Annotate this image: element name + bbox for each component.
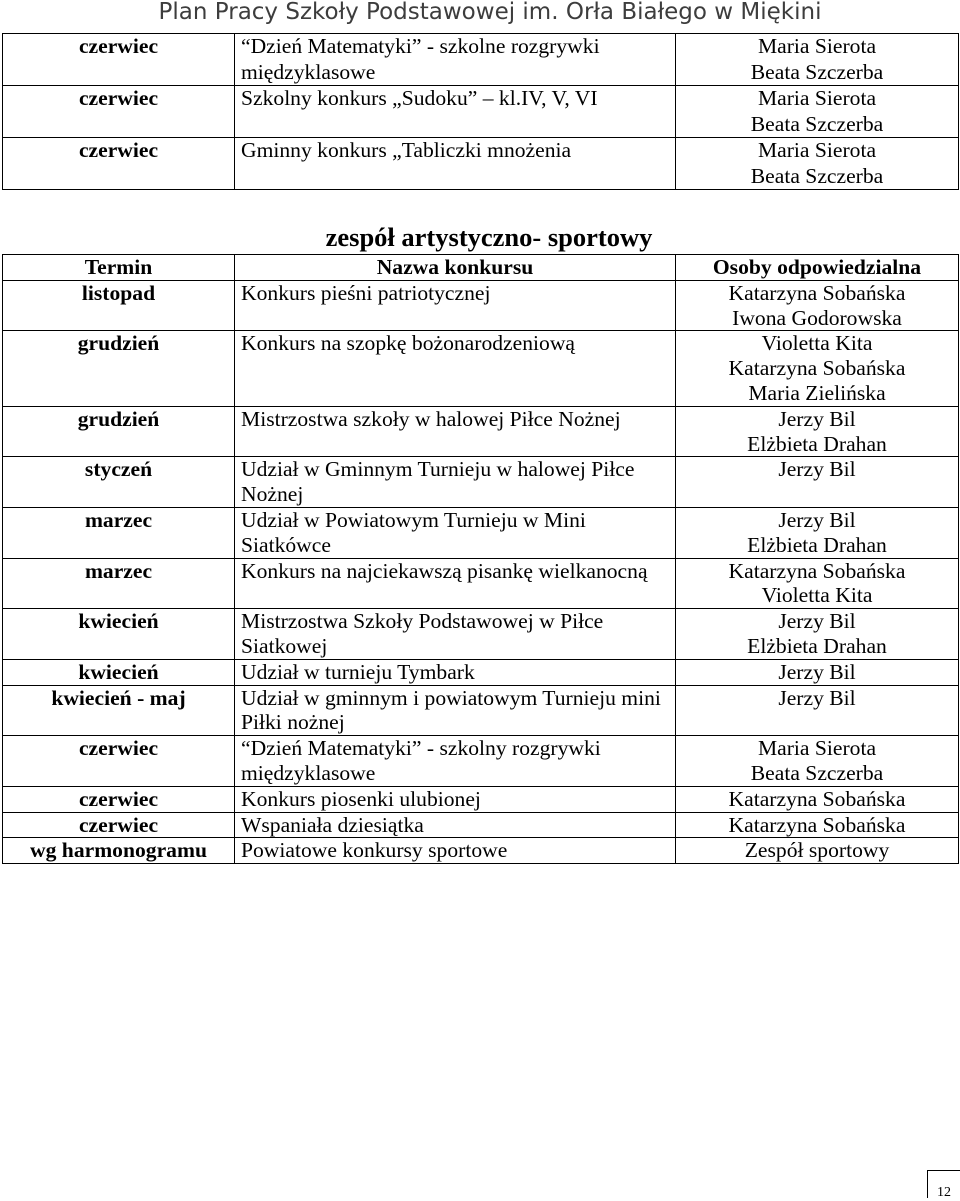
contest-name-cell xyxy=(235,786,676,812)
term-line: czerwiec xyxy=(78,786,159,811)
responsible-person-line: Jerzy Bil xyxy=(778,406,856,431)
contest-name-line: Mistrzostwa szkoły w halowej Piłce Nożnej xyxy=(241,406,621,431)
contest-name-cell xyxy=(235,659,676,685)
table-row xyxy=(3,558,959,609)
responsible-persons-cell xyxy=(676,34,959,86)
responsible-person-line: Elżbieta Drahan xyxy=(747,431,887,456)
responsible-person-line: Elżbieta Drahan xyxy=(747,532,887,557)
contest-name-cell xyxy=(235,86,676,138)
term-line: kwiecień - maj xyxy=(51,685,186,710)
responsible-persons-cell xyxy=(676,507,959,558)
term-line: kwiecień xyxy=(78,659,159,684)
contest-name-line: Siatkowej xyxy=(241,633,328,658)
term-cell xyxy=(3,812,235,838)
table-header xyxy=(3,255,959,281)
table-row xyxy=(3,659,959,685)
contest-name-line: Konkurs na najciekawszą pisankę wielkanocną xyxy=(241,558,648,583)
responsible-persons-cell xyxy=(676,86,959,138)
contest-name-cell xyxy=(235,507,676,558)
responsible-person-line: Zespół sportowy xyxy=(744,838,890,863)
responsible-person-line: Beata Szczerba xyxy=(750,163,884,188)
responsible-persons-cell xyxy=(676,558,959,609)
contest-name-line: Piłki nożnej xyxy=(241,710,345,735)
responsible-person-line: Iwona Godorowska xyxy=(732,305,902,330)
term-line: czerwiec xyxy=(78,812,159,837)
term-cell xyxy=(3,138,235,190)
table-row xyxy=(3,138,959,190)
responsible-persons-cell xyxy=(676,838,959,864)
contest-name-line: Powiatowe konkursy sportowe xyxy=(241,838,508,863)
contest-name-line: Mistrzostwa Szkoły Podstawowej w Piłce xyxy=(241,609,604,634)
table-row xyxy=(3,331,959,406)
column-header-term: Termin xyxy=(3,255,235,281)
contest-name-line: Gminny konkurs „Tabliczki mnożenia xyxy=(241,138,572,162)
contest-name-cell xyxy=(235,838,676,864)
responsible-person-line: Violetta Kita xyxy=(761,331,873,356)
contest-name-cell xyxy=(235,812,676,838)
header-row xyxy=(3,255,959,281)
events-table-continued-body xyxy=(3,34,959,190)
arts-sports-team-table-body xyxy=(3,280,959,863)
contest-name-line: Udział w gminnym i powiatowym Turnieju mini xyxy=(241,685,661,710)
term-cell xyxy=(3,609,235,660)
contest-name-cell xyxy=(235,331,676,406)
term-cell xyxy=(3,786,235,812)
term-line: styczeń xyxy=(84,457,153,482)
responsible-person-line: Maria Sierota xyxy=(757,86,877,110)
contest-name-cell xyxy=(235,685,676,736)
table-row xyxy=(3,786,959,812)
term-line: wg harmonogramu xyxy=(30,838,207,863)
responsible-persons-cell xyxy=(676,609,959,660)
term-cell xyxy=(3,406,235,457)
responsible-persons-cell xyxy=(676,786,959,812)
contest-name-line: Nożnej xyxy=(241,482,304,507)
table-row xyxy=(3,736,959,787)
responsible-person-line: Beata Szczerba xyxy=(750,760,884,785)
table-row xyxy=(3,406,959,457)
contest-name-line: “Dzień Matematyki” - szkolny rozgrywki xyxy=(241,736,601,761)
responsible-person-line: Jerzy Bil xyxy=(778,507,856,532)
term-cell xyxy=(3,558,235,609)
contest-name-line: Konkurs pieśni patriotycznej xyxy=(241,280,491,305)
contest-name-cell xyxy=(235,280,676,331)
events-table-continued xyxy=(2,33,959,190)
term-line: czerwiec xyxy=(78,34,159,58)
table-row xyxy=(3,34,959,86)
table-row xyxy=(3,812,959,838)
term-cell xyxy=(3,838,235,864)
responsible-person-line: Maria Sierota xyxy=(757,736,877,761)
responsible-persons-cell xyxy=(676,406,959,457)
term-cell xyxy=(3,507,235,558)
responsible-person-line: Beata Szczerba xyxy=(750,59,884,84)
contest-name-cell xyxy=(235,34,676,86)
page-header-title: Plan Pracy Szkoły Podstawowej im. Orła Białego w Miękini xyxy=(158,0,822,25)
column-header-responsible-persons: Osoby odpowiedzialna xyxy=(676,255,959,281)
term-cell xyxy=(3,685,235,736)
table-row xyxy=(3,838,959,864)
table-row xyxy=(3,609,959,660)
term-line: marzec xyxy=(84,507,153,532)
table-row xyxy=(3,685,959,736)
responsible-persons-cell xyxy=(676,659,959,685)
responsible-persons-cell xyxy=(676,331,959,406)
responsible-person-line: Beata Szczerba xyxy=(750,111,884,136)
contest-name-line: Wspaniała dziesiątka xyxy=(241,812,424,837)
arts-sports-team-table xyxy=(2,254,959,864)
term-line: listopad xyxy=(81,280,156,305)
contest-name-line: międzyklasowe xyxy=(241,760,376,785)
page-number-frame xyxy=(927,1170,960,1198)
contest-name-line: Siatkówce xyxy=(241,532,331,557)
term-cell xyxy=(3,34,235,86)
contest-name-cell xyxy=(235,558,676,609)
section-title: zespół artystyczno- sportowy xyxy=(325,222,653,252)
responsible-person-line: Maria Sierota xyxy=(757,138,877,162)
term-cell xyxy=(3,736,235,787)
responsible-persons-cell xyxy=(676,280,959,331)
contest-name-line: Udział w Gminnym Turnieju w halowej Piłce xyxy=(241,457,635,482)
term-cell xyxy=(3,457,235,508)
responsible-persons-cell xyxy=(676,457,959,508)
responsible-persons-cell xyxy=(676,812,959,838)
contest-name-cell xyxy=(235,406,676,457)
responsible-person-line: Jerzy Bil xyxy=(778,609,856,634)
contest-name-line: “Dzień Matematyki” - szkolne rozgrywki xyxy=(241,34,600,58)
page-number: 12 xyxy=(937,1185,951,1200)
responsible-person-line: Katarzyna Sobańska xyxy=(728,558,906,583)
contest-name-line: Udział w turnieju Tymbark xyxy=(241,659,475,684)
contest-name-line: Udział w Powiatowym Turnieju w Mini xyxy=(241,507,586,532)
term-line: marzec xyxy=(84,558,153,583)
responsible-person-line: Jerzy Bil xyxy=(778,457,856,482)
responsible-person-line: Elżbieta Drahan xyxy=(747,633,887,658)
responsible-persons-cell xyxy=(676,138,959,190)
responsible-person-line: Violetta Kita xyxy=(761,583,873,608)
column-header-contest-name: Nazwa konkursu xyxy=(235,255,676,281)
table-row xyxy=(3,507,959,558)
term-line: grudzień xyxy=(77,331,160,356)
term-line: czerwiec xyxy=(78,138,159,162)
responsible-person-line: Katarzyna Sobańska xyxy=(728,356,906,381)
responsible-person-line: Katarzyna Sobańska xyxy=(728,786,906,811)
term-cell xyxy=(3,659,235,685)
table-row xyxy=(3,457,959,508)
term-cell xyxy=(3,86,235,138)
term-cell xyxy=(3,331,235,406)
responsible-person-line: Maria Sierota xyxy=(757,34,877,58)
term-cell xyxy=(3,280,235,331)
term-line: czerwiec xyxy=(78,86,159,110)
responsible-person-line: Katarzyna Sobańska xyxy=(728,812,906,837)
term-line: grudzień xyxy=(77,406,160,431)
term-line: kwiecień xyxy=(78,609,159,634)
responsible-person-line: Maria Zielińska xyxy=(748,380,886,405)
table-row xyxy=(3,86,959,138)
responsible-person-line: Katarzyna Sobańska xyxy=(728,280,906,305)
contest-name-cell xyxy=(235,138,676,190)
term-line: czerwiec xyxy=(78,736,159,761)
contest-name-line: Szkolny konkurs „Sudoku” – kl.IV, V, VI xyxy=(241,86,598,110)
contest-name-line: Konkurs na szopkę bożonarodzeniową xyxy=(241,331,575,356)
responsible-person-line: Jerzy Bil xyxy=(778,685,856,710)
responsible-persons-cell xyxy=(676,736,959,787)
table-row xyxy=(3,280,959,331)
responsible-persons-cell xyxy=(676,685,959,736)
contest-name-cell xyxy=(235,457,676,508)
contest-name-line: Konkurs piosenki ulubionej xyxy=(241,786,481,811)
contest-name-cell xyxy=(235,609,676,660)
responsible-person-line: Jerzy Bil xyxy=(778,659,856,684)
contest-name-line: międzyklasowe xyxy=(241,59,376,84)
contest-name-cell xyxy=(235,736,676,787)
